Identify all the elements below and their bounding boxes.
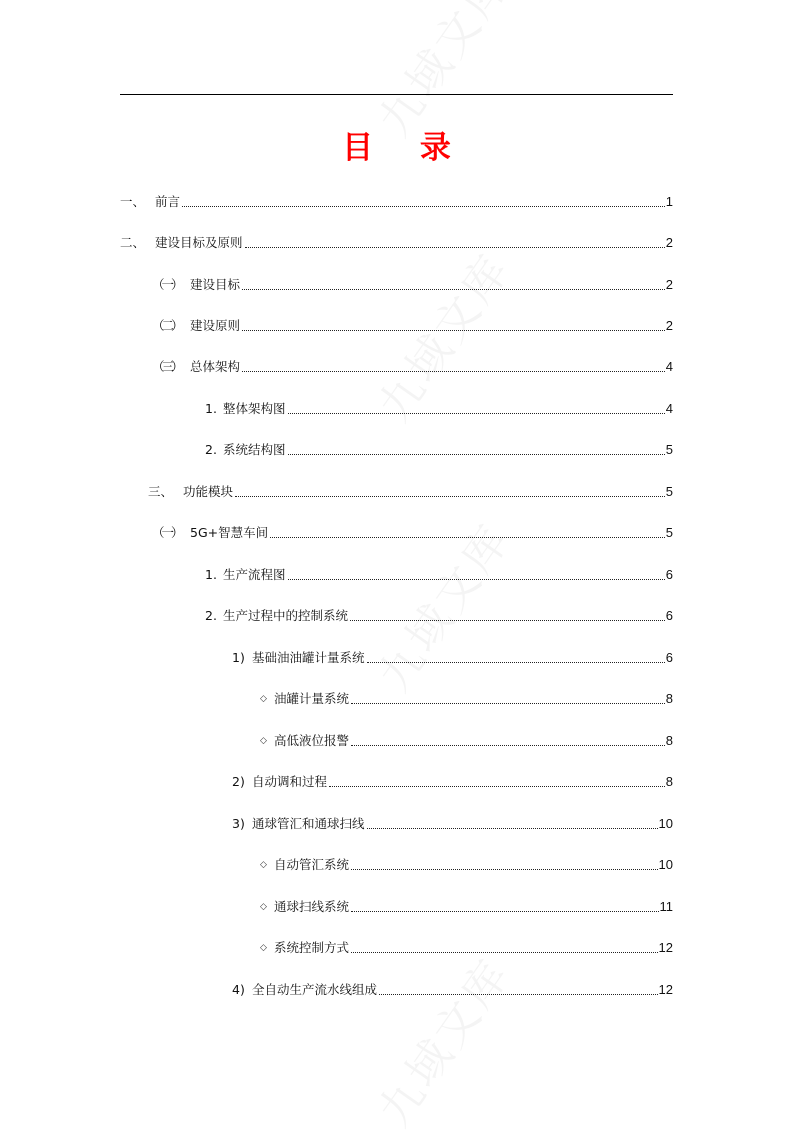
toc-entry[interactable] (260, 898, 673, 916)
dot-leader (288, 413, 665, 414)
toc-number: （二） (152, 318, 181, 333)
dot-leader (351, 952, 658, 953)
toc-page-number: 6 (665, 567, 673, 582)
toc-number: （一） (152, 525, 181, 540)
toc-entry-title: 自动管汇系统 (274, 857, 350, 872)
toc-number: 2. (205, 608, 217, 623)
dot-leader (245, 247, 665, 248)
toc-number: 3) (232, 816, 245, 831)
toc-number: 2) (232, 774, 245, 789)
toc-number: （三） (152, 359, 181, 374)
toc-entry[interactable] (232, 815, 673, 833)
dot-leader (367, 828, 658, 829)
toc-page-number: 5 (665, 525, 673, 540)
toc-entry-title: 通球扫线系统 (274, 899, 350, 914)
toc-entry[interactable] (232, 649, 673, 667)
dot-leader (242, 289, 665, 290)
toc-entry-title: 总体架构 (190, 359, 241, 374)
toc-number: 1) (232, 650, 245, 665)
toc-entry[interactable] (152, 524, 673, 542)
toc-page-number: 8 (665, 774, 673, 789)
dot-leader (350, 620, 665, 621)
toc-entry-title: 功能模块 (183, 484, 234, 499)
toc-page-number: 8 (665, 733, 673, 748)
dot-leader (242, 330, 665, 331)
dot-leader (351, 745, 665, 746)
toc-page-number: 5 (665, 442, 673, 457)
toc-entry[interactable] (260, 732, 673, 750)
toc-entry[interactable] (148, 483, 673, 501)
diamond-bullet-icon: ◇ (260, 943, 267, 953)
toc-entry-title: 生产过程中的控制系统 (223, 608, 349, 623)
toc-entry-title: 整体架构图 (223, 401, 286, 416)
dot-leader (288, 454, 665, 455)
toc-entry-title: 建设目标及原则 (155, 235, 243, 250)
toc-entry[interactable] (152, 317, 673, 335)
toc-entry-title: 全自动生产流水线组成 (252, 982, 378, 997)
toc-page-number: 6 (665, 650, 673, 665)
page-title: 目 录 (342, 130, 469, 166)
dot-leader (288, 579, 665, 580)
diamond-bullet-icon: ◇ (260, 902, 267, 912)
toc-entry[interactable] (205, 441, 673, 459)
toc-number: 三、 (148, 484, 174, 499)
toc-page-number: 6 (665, 608, 673, 623)
toc-entry-title: 通球管汇和通球扫线 (252, 816, 365, 831)
dot-leader (367, 662, 665, 663)
toc-page-number: 4 (665, 401, 673, 416)
dot-leader (235, 496, 665, 497)
dot-leader (351, 869, 658, 870)
diamond-bullet-icon: ◇ (260, 694, 267, 704)
diamond-bullet-icon: ◇ (260, 860, 267, 870)
toc-entry-title: 生产流程图 (223, 567, 286, 582)
toc-entry[interactable] (232, 981, 673, 999)
toc-entry[interactable] (205, 400, 673, 418)
toc-entry-title: 5G+智慧车间 (190, 525, 269, 540)
dot-leader (351, 911, 658, 912)
toc-entry-title: 油罐计量系统 (274, 691, 350, 706)
toc-page-number: 1 (665, 194, 673, 209)
toc-page-number: 4 (665, 359, 673, 374)
toc-entry-title: 基础油油罐计量系统 (252, 650, 365, 665)
toc-number: 4) (232, 982, 245, 997)
toc-page-number: 2 (665, 277, 673, 292)
toc-page-number: 5 (665, 484, 673, 499)
toc-entry[interactable] (152, 358, 673, 376)
toc-number: 二、 (120, 235, 146, 250)
toc-number: （一） (152, 277, 181, 292)
toc-number: 2. (205, 442, 217, 457)
toc-page-number: 12 (658, 940, 673, 955)
diamond-bullet-icon: ◇ (260, 736, 267, 746)
dot-leader (379, 994, 658, 995)
toc-entry[interactable] (120, 193, 673, 211)
toc-entry-title: 前言 (155, 194, 181, 209)
toc-entry-title: 系统控制方式 (274, 940, 350, 955)
toc-entry[interactable] (232, 773, 673, 791)
toc-entry[interactable] (152, 276, 673, 294)
toc-page-number: 10 (658, 857, 673, 872)
toc-entry-title: 建设目标 (190, 277, 241, 292)
toc-entry[interactable] (260, 939, 673, 957)
toc-entry-title: 建设原则 (190, 318, 241, 333)
toc-page-number: 2 (665, 235, 673, 250)
toc-number: 一、 (120, 194, 146, 209)
dot-leader (351, 703, 665, 704)
toc-entry[interactable] (260, 856, 673, 874)
toc-number: 1. (205, 567, 217, 582)
toc-entry[interactable] (205, 607, 673, 625)
toc-page-number: 10 (658, 816, 673, 831)
dot-leader (242, 371, 665, 372)
toc-entry-title: 自动调和过程 (252, 774, 328, 789)
dot-leader (270, 537, 665, 538)
toc-page-number: 8 (665, 691, 673, 706)
dot-leader (329, 786, 665, 787)
toc-page-number: 11 (659, 899, 673, 914)
toc-page-number: 12 (658, 982, 673, 997)
dot-leader (182, 206, 665, 207)
toc-entry[interactable] (260, 690, 673, 708)
toc-number: 1. (205, 401, 217, 416)
toc-page-number: 2 (665, 318, 673, 333)
toc-entry[interactable] (205, 566, 673, 584)
toc-entry-title: 高低液位报警 (274, 733, 350, 748)
toc-entry[interactable] (120, 234, 673, 252)
toc-entry-title: 系统结构图 (223, 442, 286, 457)
